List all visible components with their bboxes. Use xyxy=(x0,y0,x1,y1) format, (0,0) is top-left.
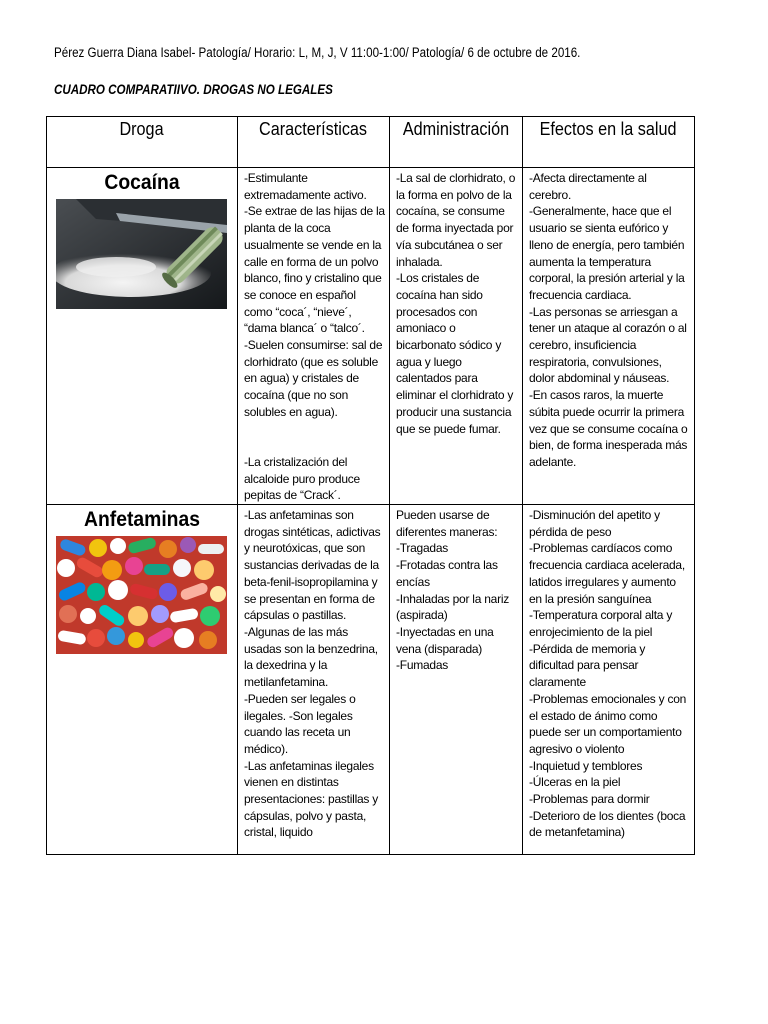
header-droga: Droga xyxy=(47,117,238,168)
header-caracteristicas: Características xyxy=(238,117,390,168)
table-row xyxy=(47,168,695,505)
header-administracion: Administración xyxy=(390,117,523,168)
pills-photo-icon xyxy=(56,536,227,654)
table-row xyxy=(47,505,695,855)
drug-cell xyxy=(47,505,238,855)
table-header-row xyxy=(47,117,695,168)
header-efectos: Efectos en la salud xyxy=(523,117,695,168)
drug-name: Anfetaminas xyxy=(84,508,200,532)
characteristics-cell: -Las anfetaminas son drogas sintéticas, adictivas y neurotóxicas, que son sustancias derivadas de la beta-fenil-isopropilamina y se presentan en forma de cápsulas o pastillas. -Algunas de las más usadas son la benzedrina, la dexedrina y la metilanfetamina. -Pueden ser legales o ilegales. -Son legales cuando las receta un médico). -Las anfetaminas ilegales vienen en distintas presentaciones: pastillas y cápsulas, polvo y pasta, cristal, liquido xyxy=(238,505,390,855)
administration-cell: -La sal de clorhidrato, o la forma en polvo de la cocaína, se consume de forma inyectada por vía subcutánea o ser inhalada. -Los cristales de cocaína han sido procesados con amoniaco o bicarbonato sódico y agua y luego calentados para eliminar el clorhidrato y producir una sustancia que se puede fumar. xyxy=(390,168,523,505)
document-header: Pérez Guerra Diana Isabel- Patología/ Horario: L, M, J, V 11:00-1:00/ Patología/ 6 de octubre de 2016. xyxy=(54,45,581,60)
document-title: CUADRO COMPARATIIVO. DROGAS NO LEGALES xyxy=(54,82,333,97)
effects-cell: -Disminución del apetito y pérdida de peso -Problemas cardíacos como frecuencia cardiaca acelerada, latidos irregulares y aumento en la presión sanguínea -Temperatura corporal alta y enrojecimiento de la piel -Pérdida de memoria y dificultad para pensar claramente -Problemas emocionales y con el estado de ánimo como puede ser un comportamiento agresivo o violento -Inquietud y temblores -Úlceras en la piel -Problemas para dormir -Deterioro de los dientes (boca de metanfetamina) xyxy=(523,505,695,855)
effects-cell: -Afecta directamente al cerebro. -Generalmente, hace que el usuario se sienta eufórico y lleno de energía, pero también aumenta la temperatura corporal, la presión arterial y la frecuencia cardiaca. -Las personas se arriesgan a tener un ataque al corazón o al cerebro, insuficiencia respiratoria, convulsiones, dolor abdominal y náuseas. -En casos raros, la muerte súbita puede ocurrir la primera vez que se consume cocaína o bien, de forma inesperada más adelante. xyxy=(523,168,695,505)
administration-cell: Pueden usarse de diferentes maneras: -Tragadas -Frotadas contra las encías -Inhaladas por la nariz (aspirada) -Inyectadas en una vena (disparada) -Fumadas xyxy=(390,505,523,855)
cocaine-photo-icon xyxy=(56,199,227,309)
drug-name: Cocaína xyxy=(104,171,180,194)
drug-cell xyxy=(47,168,238,505)
comparison-table xyxy=(46,116,695,855)
characteristics-cell: -Estimulante extremadamente activo. -Se extrae de las hijas de la planta de la coca usualmente se vende en la calle en forma de un polvo blanco, fino y cristalino que se conoce en español como “coca´, “nieve´, “dama blanca´ o “talco´. -Suelen consumirse: sal de clorhidrato (que es soluble en agua) y cristales de cocaína (que no son solubles en agua). -La cristalización del alcaloide puro produce pepitas de “Crack´. xyxy=(238,168,390,505)
